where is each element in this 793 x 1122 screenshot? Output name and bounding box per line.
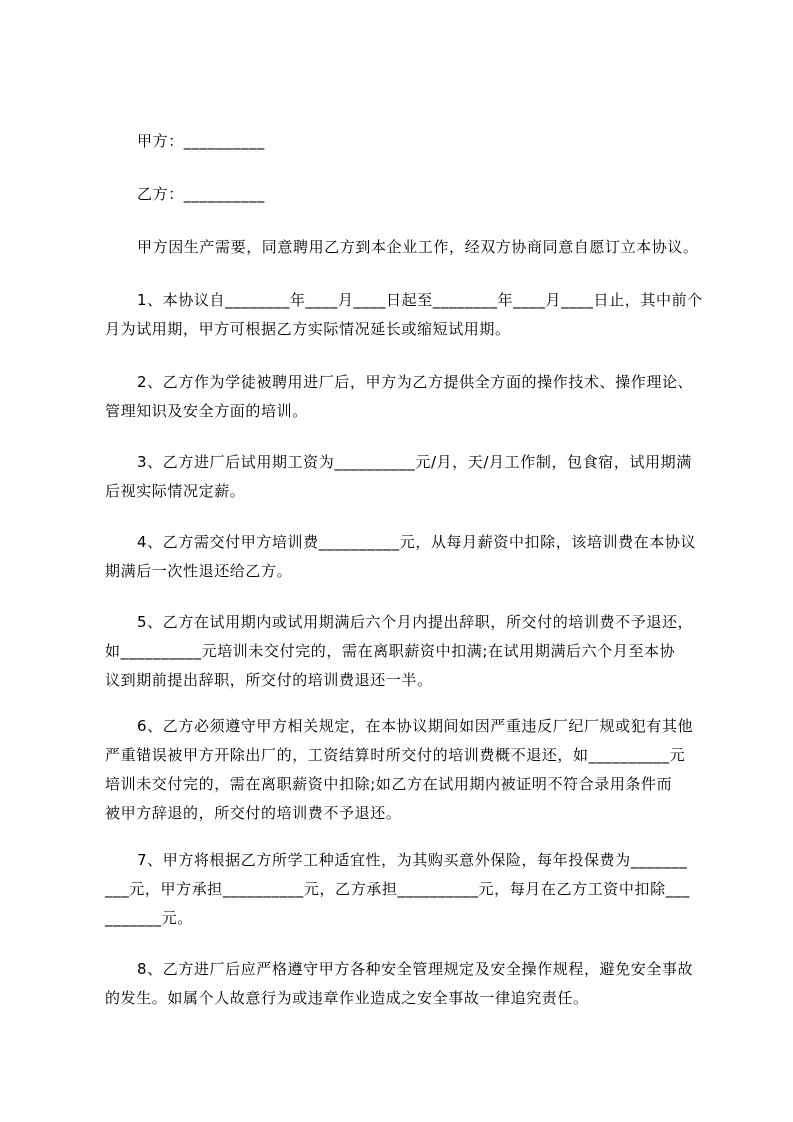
clause-7 <box>105 846 705 933</box>
clause-7-line-3: _______元。 <box>105 909 193 927</box>
clause-8 <box>105 955 705 1013</box>
clause-8-line-2: 的发生。如属个人故意行为或违章作业造成之安全事故一律追究责任。 <box>105 989 589 1007</box>
clause-2-line-1: 2、乙方作为学徒被聘用进厂后，甲方为乙方提供全方面的操作技术、操作理论、 <box>137 373 694 391</box>
clause-6-line-1: 6、乙方必须遵守甲方相关规定，在本协议期间如因严重违反厂纪厂规或犯有其他 <box>137 717 694 735</box>
clause-1-line-2: 月为试用期，甲方可根据乙方实际情况延长或缩短试用期。 <box>105 320 511 338</box>
clause-8-line-1: 8、乙方进厂后应严格遵守甲方各种安全管理规定及安全操作规程，避免安全事故 <box>137 960 694 978</box>
party-a-line: 甲方：__________ <box>137 132 265 150</box>
clause-3-line-1: 3、乙方进厂后试用期工资为__________元/月，天/月工作制，包食宿，试用期满 <box>137 453 692 471</box>
clause-7-line-2: ___元，甲方承担__________元，乙方承担__________元，每月在乙方工资中扣除___ <box>105 880 691 898</box>
clause-6-line-4: 被甲方辞退的，所交付的培训费不予退还。 <box>105 804 402 822</box>
party-b-line: 乙方：__________ <box>137 185 265 203</box>
clause-6-line-2: 严重错误被甲方开除出厂的，工资结算时所交付的培训费概不退还，如__________元 <box>105 746 686 764</box>
clause-3-line-2: 后视实际情况定薪。 <box>105 482 246 500</box>
clause-7-line-1: 7、甲方将根据乙方所学工种适宜性，为其购买意外保险，每年投保费为_______ <box>137 851 688 869</box>
clause-1-line-1: 1、本协议自________年____月____日起至________年____月____日止，其中前个 <box>137 291 703 309</box>
clause-2-line-2: 管理知识及安全方面的培训。 <box>105 402 308 420</box>
clause-1 <box>105 286 705 344</box>
clause-4 <box>105 528 705 586</box>
clause-3 <box>105 448 705 506</box>
clause-6-line-3: 培训未交付完的，需在离职薪资中扣除;如乙方在试用期内被证明不符合录用条件而 <box>105 775 673 793</box>
clause-4-line-2: 期满后一次性退还给乙方。 <box>105 562 293 580</box>
clause-5-line-3: 议到期前提出辞职，所交付的培训费退还一半。 <box>105 671 433 689</box>
intro-text: 甲方因生产需要，同意聘用乙方到本企业工作，经双方协商同意自愿订立本协议。 <box>137 238 699 256</box>
clause-5-line-2: 如__________元培训未交付完的，需在离职薪资中扣满;在试用期满后六个月至本协 <box>105 642 676 660</box>
clause-5 <box>105 608 705 695</box>
clause-5-line-1: 5、乙方在试用期内或试用期满后六个月内提出辞职，所交付的培训费不予退还， <box>137 613 694 631</box>
intro-paragraph <box>105 233 705 262</box>
clause-6 <box>105 712 705 828</box>
clause-2 <box>105 368 705 426</box>
clause-4-line-1: 4、乙方需交付甲方培训费__________元，从每月薪资中扣除，该培训费在本协议 <box>137 533 697 551</box>
